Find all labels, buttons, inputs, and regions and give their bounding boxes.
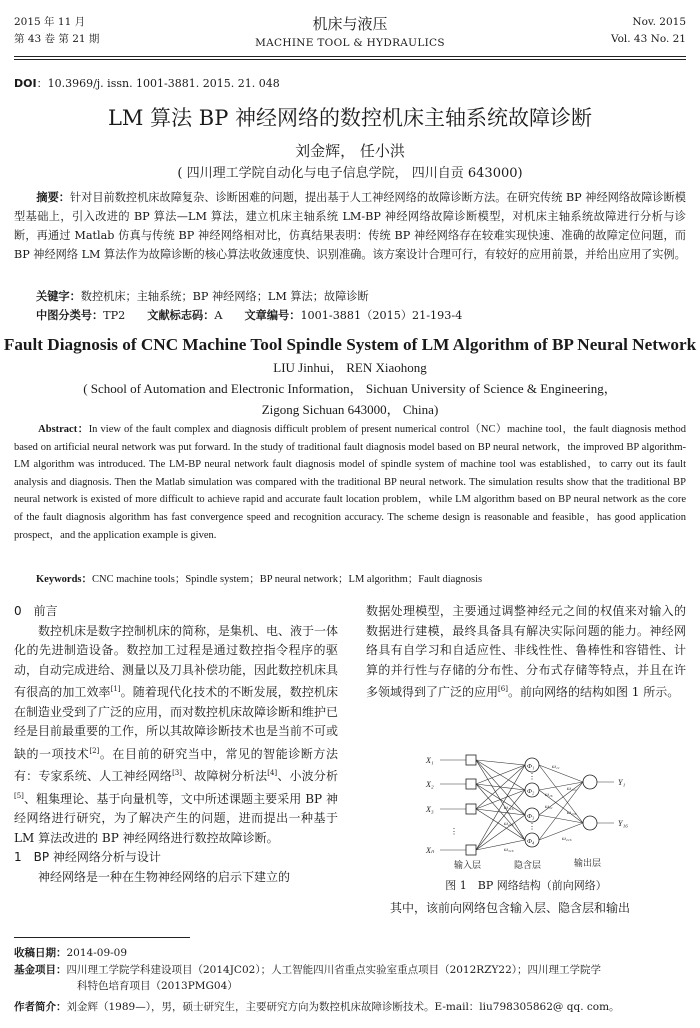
doi-value: ：10.3969/j. issn. 1001-3881. 2015. 21. 048: [36, 77, 280, 90]
weight-label: ω₂₁₆: [562, 836, 572, 842]
hidden-label: Φ₄: [527, 838, 535, 845]
weight-label: ω₁₁₆: [504, 805, 514, 811]
doi-label: DOI: [14, 77, 37, 90]
running-header: [14, 14, 686, 54]
section-0-heading: 0 前言: [14, 604, 58, 618]
citation-2: [2]: [89, 746, 100, 755]
hidden-label: Φ₃: [527, 813, 535, 820]
header-journal: [14, 14, 686, 52]
keywords-zh: [36, 288, 369, 304]
keywords-en-label: Keywords：: [36, 574, 92, 585]
fund-value-line2: 科特色培育项目（2013PMG04）: [77, 980, 238, 992]
footnote-received: [14, 945, 686, 961]
output-label: Y₁₆: [618, 819, 629, 828]
classification-line: [36, 307, 462, 323]
intro-text-a: 数控机床是数字控制机床的简称，是集机、电、液于一体化的先进制造设备。数控加工过程是通过数控指令程序的驱动，自动完成进给、测量以及刀具补偿功能，因此数控机床具有很高的加工效率: [14, 623, 339, 699]
affiliation-zh: ( 四川理工学院自动化与电子信息学院， 四川自贡 643000): [177, 166, 523, 181]
paper-title-en: Fault Diagnosis of CNC Machine Tool Spindle System of LM Algorithm of BP Neural Network: [3, 335, 697, 354]
article-no-label: 文章编号：: [244, 309, 301, 322]
clc-label: 中图分类号：: [36, 309, 104, 322]
keywords-en-text: CNC machine tools；Spindle system；BP neural network；LM algorithm；Fault diagnosis: [92, 574, 483, 585]
figure-caption: 图 1 BP 网络结构（前向网络）: [445, 879, 607, 892]
input-node: [466, 804, 476, 814]
received-label: 收稿日期：: [14, 947, 67, 959]
weight-label: ω₃₁: [545, 804, 553, 810]
doi-line: [14, 75, 280, 91]
header-date-volume-en: [611, 14, 686, 48]
abstract-en-label: Abstract：: [38, 424, 89, 435]
input-label: Xₙ: [426, 846, 435, 855]
layer-label-input: 输入层: [454, 860, 482, 870]
citation-5: [5]: [14, 791, 24, 800]
authors-en: LIU Jinhui， REN Xiaohong: [273, 360, 427, 375]
journal-name-zh: 机床与液压: [312, 15, 388, 33]
weight-label: ω₃₁₆: [504, 847, 514, 853]
doc-code-label: 文献标志码：: [147, 309, 215, 322]
abstract-zh-label: 摘要：: [36, 191, 70, 204]
fund-label: 基金项目：: [14, 964, 67, 976]
abstract-zh: [14, 188, 686, 264]
intro-text-f: 、粗集理论、基于向量机等，文中所述课题主要采用 BP 神经网络进行研究，为了解决产生的问题，进而提出一种基于 LM 算法改进的 BP 神经网络进行数控故障诊断。: [14, 791, 338, 845]
affiliation-en-line2: Zigong Sichuan 643000， China): [261, 402, 439, 417]
weight-label: ω₁₃₁: [567, 786, 577, 792]
ellipsis-dots: ⋮: [450, 827, 458, 836]
abstract-en: [14, 421, 686, 544]
affiliation-en-line1: ( School of Automation and Electronic Information， Sichuan University of Science & Engineering，: [83, 381, 617, 396]
citation-4: [4]: [267, 769, 278, 777]
keywords-zh-label: 关键字：: [36, 290, 81, 303]
citation-1: [1]: [110, 685, 121, 693]
doc-code-value: A: [214, 309, 223, 322]
right-text-a: 数据处理模型，主要通过调整神经元之间的权值来对输入的数据进行建模，最终具备具有解决实际问题的能力。神经网络具有自学习和自适应性、非线性性、鲁棒性和容错性、计算的并行性与存储的分布性、分布式存储等特点，并且在许多领域得到了广泛的应用: [366, 604, 686, 699]
layer-label-hidden: 隐含层: [514, 860, 542, 870]
input-node: [466, 755, 476, 765]
right-text-b: 。前向网络的结构如图 1 所示。: [507, 685, 680, 699]
keywords-zh-text: 数控机床；主轴系统；BP 神经网络；LM 算法；故障诊断: [80, 290, 369, 303]
footnote-fund: [14, 962, 686, 994]
input-node: [466, 845, 476, 855]
article-no-value: 1001-3881（2015）21-193-4: [300, 309, 463, 322]
output-label: Y₁: [618, 778, 626, 787]
header-rule-bottom: [14, 59, 686, 60]
section-0-paragraph: [14, 622, 338, 849]
output-node: [583, 775, 597, 789]
right-column: [366, 602, 686, 703]
intro-text-b: 。随着现代化技术的不断发展，数控机床在制造业受到了广泛的应用，而对数控机床故障诊断和维护已经是目前最重要的工作，所以其故障诊断技术也是当前不可或缺的一项技术: [14, 685, 339, 761]
header-date-zh: 2015 年 11 月: [14, 16, 86, 28]
citation-6: [6]: [498, 685, 508, 693]
bp-network-figure: [424, 752, 644, 872]
right-column-paragraph-2: 其中，该前向网络包含输入层、隐含层和输出: [390, 901, 631, 915]
intro-text-c: 。在目前的研究当中，常见的智能诊断方法有：专家系统、人工神经网络: [14, 746, 338, 783]
citation-3: [3]: [172, 769, 182, 777]
header-volume-zh: 第 43 卷 第 21 期: [14, 33, 100, 45]
journal-name-en: MACHINE TOOL & HYDRAULICS: [255, 37, 445, 49]
author-bio-label: 作者简介：: [14, 1001, 67, 1013]
abstract-zh-text: 针对目前数控机床故障复杂、诊断困难的问题，提出基于人工神经网络的故障诊断方法。在研究传统 BP 神经网络故障诊断模型基础上，引入改进的 BP 算法—LM 算法，建立机床主轴系统 LM-BP 神经网络故障诊断模型，对机床主轴系统故障进行分析与诊断，再通过 Matlab 仿真与传统 BP 神经网络相对比，仿真结果表明：传统 BP 神经网络存在较难实现快速、准确的故障定位问题，而 BP 神经网络 LM 算法作为故障诊断的核心算法收敛速度快、识别准确。该方案设计合理可行，有较好的应用前景，并给出应用了实例。: [14, 191, 686, 261]
ellipsis-dots: ⋮: [528, 822, 536, 831]
header-date-en: Nov. 2015: [632, 16, 686, 28]
input-node: [466, 779, 476, 789]
header-volume-en: Vol. 43 No. 21: [610, 33, 686, 45]
paper-title-zh: LM 算法 BP 神经网络的数控机床主轴系统故障诊断: [107, 106, 593, 130]
header-rule-top: [14, 56, 686, 57]
fund-value-line1: 四川理工学院学科建设项目（2014JC02）；人工智能四川省重点实验室重点项目（2012RZY22）；四川理工学院学: [66, 964, 602, 976]
received-value: 2014-09-09: [66, 947, 128, 959]
footnote-author: [14, 999, 686, 1015]
ellipsis-dots: ⋮: [528, 772, 536, 781]
intro-text-e: 、小波分析: [277, 769, 338, 783]
section-1-heading: 1 BP 神经网络分析与设计: [14, 850, 161, 864]
layer-label-output: 输出层: [574, 858, 602, 868]
keywords-en: [36, 571, 482, 586]
weight-label: ω₁₁: [552, 764, 560, 770]
author-bio-value: 刘金辉（1989—），男，硕士研究生，主要研究方向为数控机床故障诊断技术。E-mail：liu798305862@ qq. com。: [66, 1001, 620, 1013]
hidden-label: Φ₂: [527, 788, 535, 795]
weight-label: ω₁₆: [545, 792, 553, 798]
right-column-continued: [366, 899, 686, 919]
input-label: X₂: [426, 780, 434, 789]
intro-text-d: 、故障树分析法: [181, 769, 268, 783]
footnote-rule: [14, 937, 190, 938]
authors-zh: 刘金辉， 任小洪: [295, 142, 405, 160]
abstract-en-text: In view of the fault complex and diagnosis difficult problem of present numerical control（NC）machine tool，the fault diagnosis method based on artificial neural network was put forward. In the study of traditional fault diagnosis model based on BP neural network，the improved BP algorithm-LM algorithm was introduced. The LM-BP neural network fault diagnosis model of spindle system of machine tool was established，to carry out its fault analysis and diagnosis. Then the Matlab simulation was compared with the traditional BP neural network. The simulation results show that the traditional BP neural network is existed of more difficult to achieve rapid and accurate fault location problem，while LM algorithm based on BP neural network as the core of the fault diagnosis algorithm has fast convergence speed and recognition accuracy. The scheme design is reasonable and feasible，has good application prospect，and the application example is given.: [14, 424, 686, 541]
clc-value: TP2: [103, 309, 126, 322]
weight-label: ω₁₃₆: [567, 810, 577, 816]
section-1-paragraph: 神经网络是一种在生物神经网络的启示下建立的: [38, 869, 291, 884]
left-column: [14, 602, 338, 887]
input-label: X₃: [426, 805, 434, 814]
weight-label: ω₂₁₆: [504, 821, 514, 827]
input-label: X₁: [426, 756, 434, 765]
right-column-paragraph: [366, 602, 686, 703]
output-node: [583, 816, 597, 830]
hidden-label: Φ₁: [527, 763, 535, 770]
